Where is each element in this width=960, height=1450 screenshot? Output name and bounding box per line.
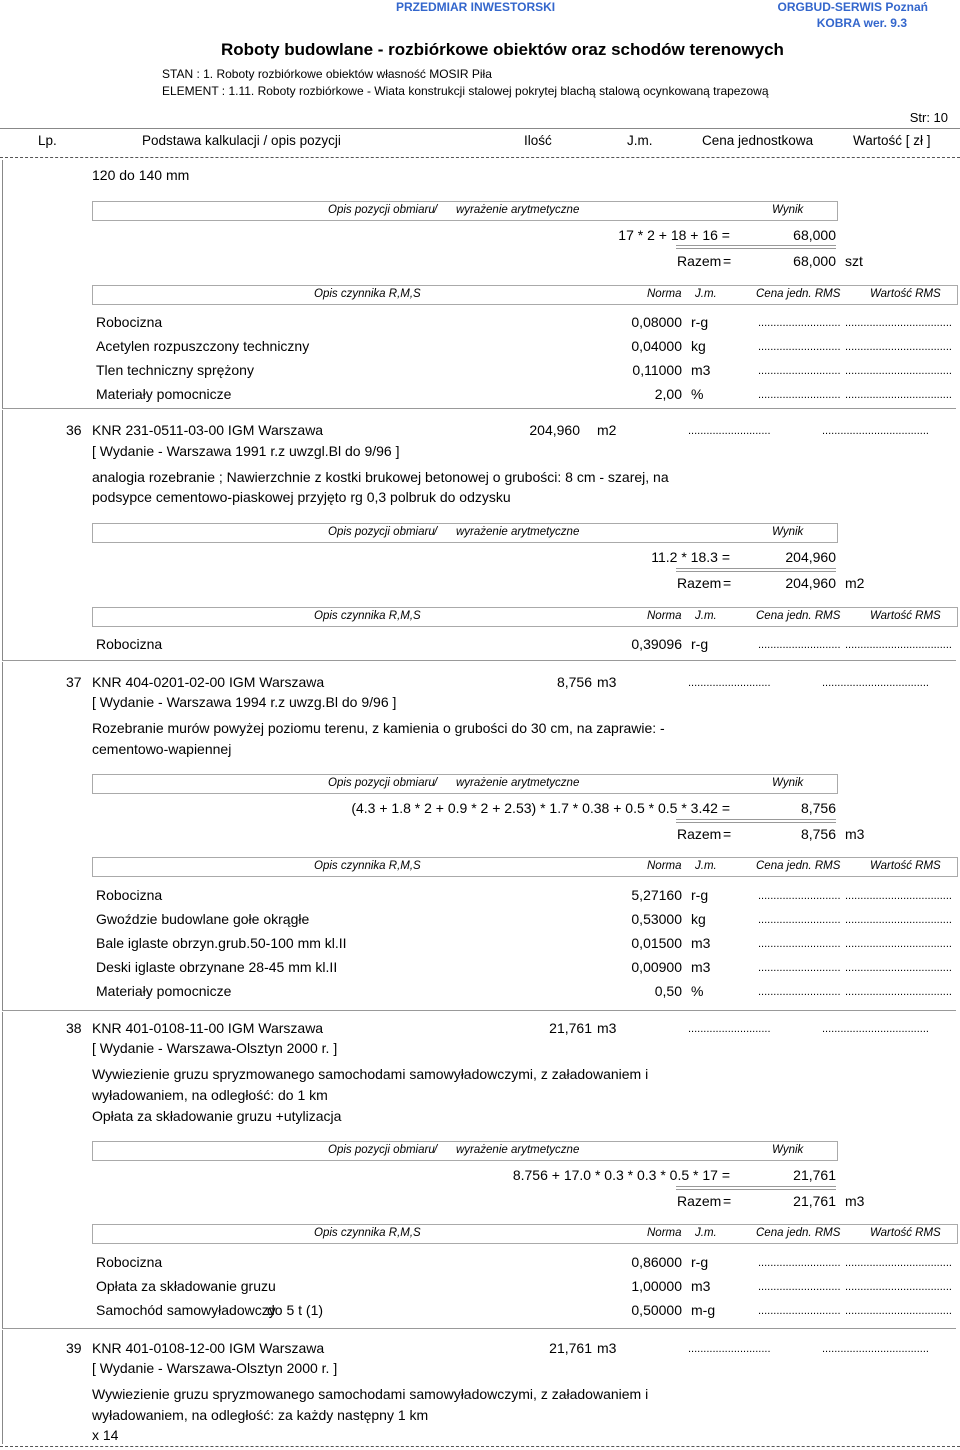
factor-cena-dots: ........................... bbox=[758, 1305, 841, 1317]
factor-cena-dots: ........................... bbox=[758, 938, 841, 950]
item-lp: 38 bbox=[66, 1020, 82, 1036]
razem-eq: = bbox=[723, 253, 732, 269]
item-wartosc-dots: ................................... bbox=[822, 425, 929, 437]
factor-jm: m3 bbox=[691, 959, 711, 975]
measure-wynik-label: Wynik bbox=[772, 526, 804, 538]
page-number: Str: 10 bbox=[909, 110, 948, 125]
header-right-tag: ORGBUD-SERWIS Poznań bbox=[777, 0, 928, 14]
item-unit: m2 bbox=[597, 422, 617, 438]
factor-norma: 0,86000 bbox=[631, 1254, 682, 1270]
header-left-tag: PRZEDMIAR INWESTORSKI bbox=[396, 0, 556, 14]
factor-norma-label: Norma bbox=[647, 1227, 682, 1239]
factor-cena-label: Cena jedn. RMS bbox=[756, 860, 841, 872]
item-cena-dots: ........................... bbox=[688, 677, 771, 689]
razem-label: Razem bbox=[677, 253, 722, 269]
item-qty: 8,756 bbox=[556, 674, 592, 690]
factor-norma-label: Norma bbox=[647, 860, 682, 872]
factor-cena-dots: ........................... bbox=[758, 890, 841, 902]
factor-wartosc-dots: ................................... bbox=[845, 890, 952, 902]
factor-norma: 0,50000 bbox=[631, 1302, 682, 1318]
factor-jm: r-g bbox=[691, 887, 709, 903]
factor-jm: kg bbox=[691, 338, 706, 354]
factor-wartosc-dots: ................................... bbox=[845, 317, 952, 329]
factor-name: Materiały pomocnicze bbox=[96, 983, 232, 999]
factor-name: Robocizna bbox=[96, 887, 163, 903]
factor-wartosc-dots: ................................... bbox=[845, 986, 952, 998]
item-desc-line: Rozebranie murów powyżej poziomu terenu, z kamienia o grubości do 30 cm, na zaprawie: - bbox=[92, 720, 665, 736]
razem-rule bbox=[676, 568, 836, 569]
razem-eq: = bbox=[723, 1193, 732, 1209]
item-wartosc-dots: ................................... bbox=[822, 1343, 929, 1355]
razem-label: Razem bbox=[677, 575, 722, 591]
measure-slash: / bbox=[434, 777, 438, 789]
item-unit: m3 bbox=[597, 674, 617, 690]
factor-norma: 0,08000 bbox=[631, 314, 682, 330]
item-edition: [ Wydanie - Warszawa-Olsztyn 2000 r. ] bbox=[92, 1040, 338, 1056]
header-dashed-rule bbox=[0, 157, 960, 158]
factor-opis-label: Opis czynnika R,M,S bbox=[314, 860, 421, 872]
factor-name: Deski iglaste obrzynane 28-45 mm kl.II bbox=[96, 959, 338, 975]
razem-unit: m3 bbox=[845, 1193, 865, 1209]
item-unit: m3 bbox=[597, 1020, 617, 1036]
factor-jm-label: J.m. bbox=[695, 1227, 717, 1239]
factor-norma: 5,27160 bbox=[631, 887, 682, 903]
razem-value: 8,756 bbox=[800, 826, 836, 842]
factor-wartosc-label: Wartość RMS bbox=[870, 610, 941, 622]
item-separator bbox=[2, 660, 956, 661]
factor-name: Opłata za składowanie gruzu bbox=[96, 1278, 276, 1294]
header-version: KOBRA wer. 9.3 bbox=[816, 16, 907, 30]
factor-cena-dots: ........................... bbox=[758, 389, 841, 401]
factor-jm: kg bbox=[691, 911, 706, 927]
item-desc-line: podsypce cementowo-piaskowej przyjęto rg 0,3 polbruk do odzysku bbox=[92, 489, 511, 505]
factor-jm: m3 bbox=[691, 1278, 711, 1294]
factor-cena-dots: ........................... bbox=[758, 365, 841, 377]
factor-jm: m3 bbox=[691, 935, 711, 951]
footer-dashed-rule bbox=[0, 1446, 960, 1447]
measure-opis-label: Opis pozycji obmiaru bbox=[328, 526, 435, 538]
item-qty: 21,761 bbox=[549, 1340, 592, 1356]
factor-wartosc-dots: ................................... bbox=[845, 365, 952, 377]
factor-jm-label: J.m. bbox=[695, 610, 717, 622]
measure-wyrazenie-label: wyrażenie arytmetyczne bbox=[456, 204, 580, 216]
factor-wartosc-dots: ................................... bbox=[845, 341, 952, 353]
measure-wyrazenie-label: wyrażenie arytmetyczne bbox=[456, 1144, 580, 1156]
header-top-rule bbox=[0, 128, 960, 129]
item-code: KNR 401-0108-11-00 IGM Warszawa bbox=[92, 1020, 324, 1036]
factor-cena-dots: ........................... bbox=[758, 914, 841, 926]
factor-wartosc-dots: ................................... bbox=[845, 962, 952, 974]
item-desc-line: wyładowaniem, na odległość: za każdy następny 1 km bbox=[92, 1407, 429, 1423]
factor-jm: m-g bbox=[691, 1302, 716, 1318]
measure-opis-label: Opis pozycji obmiaru bbox=[328, 204, 435, 216]
razem-rule bbox=[676, 1186, 836, 1187]
factor-wartosc-label: Wartość RMS bbox=[870, 860, 941, 872]
item-wartosc-dots: ................................... bbox=[822, 677, 929, 689]
razem-unit: m2 bbox=[845, 575, 865, 591]
factor-norma: 0,11000 bbox=[632, 362, 682, 378]
item-separator bbox=[2, 1010, 956, 1011]
factor-norma: 0,50 bbox=[654, 983, 682, 999]
item-desc-line: cementowo-wapiennej bbox=[92, 741, 232, 757]
col-lp: Lp. bbox=[38, 133, 57, 148]
factor-name: Samochód samowyładowczy bbox=[96, 1302, 276, 1318]
factor-jm: r-g bbox=[691, 314, 709, 330]
factor-jm: r-g bbox=[691, 1254, 709, 1270]
factor-jm-label: J.m. bbox=[695, 860, 717, 872]
razem-rule-2 bbox=[676, 248, 836, 249]
left-margin-bar bbox=[2, 1012, 3, 1328]
measure-slash: / bbox=[434, 526, 438, 538]
left-margin-bar bbox=[2, 160, 3, 408]
razem-value: 68,000 bbox=[793, 253, 836, 269]
razem-rule-2 bbox=[676, 1189, 836, 1190]
factor-name: Robocizna bbox=[96, 314, 163, 330]
factor-jm: m3 bbox=[691, 362, 711, 378]
item-code: KNR 401-0108-12-00 IGM Warszawa bbox=[92, 1340, 325, 1356]
razem-unit: szt bbox=[845, 253, 863, 269]
item-qty: 204,960 bbox=[529, 422, 580, 438]
factor-opis-label: Opis czynnika R,M,S bbox=[314, 610, 421, 622]
razem-rule-2 bbox=[676, 822, 836, 823]
factor-name: Acetylen rozpuszczony techniczny bbox=[96, 338, 310, 354]
factor-cena-label: Cena jedn. RMS bbox=[756, 288, 841, 300]
item-code: KNR 231-0511-03-00 IGM Warszawa bbox=[92, 422, 324, 438]
factor-name: Robocizna bbox=[96, 1254, 163, 1270]
item-edition: [ Wydanie - Warszawa-Olsztyn 2000 r. ] bbox=[92, 1360, 338, 1376]
measure-wynik-label: Wynik bbox=[772, 1144, 804, 1156]
col-ilosc: Ilość bbox=[524, 133, 552, 148]
factor-cena-dots: ........................... bbox=[758, 341, 841, 353]
item-desc-line: Wywiezienie gruzu spryzmowanego samochodami samowyładowczymi, z załadowaniem i bbox=[92, 1066, 649, 1082]
factor-wartosc-dots: ................................... bbox=[845, 914, 952, 926]
measure-result: 204,960 bbox=[785, 549, 836, 565]
factor-jm: r-g bbox=[691, 636, 709, 652]
measure-expression: 8.756 + 17.0 * 0.3 * 0.3 * 0.5 * 17 = bbox=[512, 1167, 730, 1183]
factor-cena-dots: ........................... bbox=[758, 986, 841, 998]
item-cena-dots: ........................... bbox=[688, 1343, 771, 1355]
factor-norma: 0,01500 bbox=[631, 935, 682, 951]
factor-wartosc-dots: ................................... bbox=[845, 1305, 952, 1317]
factor-wartosc-label: Wartość RMS bbox=[870, 1227, 941, 1239]
measure-wyrazenie-label: wyrażenie arytmetyczne bbox=[456, 777, 580, 789]
factor-norma: 1,00000 bbox=[631, 1278, 682, 1294]
factor-norma: 2,00 bbox=[654, 386, 682, 402]
col-podstawa: Podstawa kalkulacji / opis pozycji bbox=[142, 133, 341, 148]
factor-cena-dots: ........................... bbox=[758, 639, 841, 651]
item-desc-line: analogia rozebranie ; Nawierzchnie z kostki brukowej betonowej o grubości: 8 cm - szarej, na bbox=[92, 469, 669, 485]
measure-slash: / bbox=[434, 1144, 438, 1156]
measure-opis-label: Opis pozycji obmiaru bbox=[328, 1144, 435, 1156]
factor-jm: % bbox=[691, 386, 704, 402]
factor-jm-label: J.m. bbox=[695, 288, 717, 300]
factor-name: Robocizna bbox=[96, 636, 163, 652]
item-code: KNR 404-0201-02-00 IGM Warszawa bbox=[92, 674, 325, 690]
factor-cena-label: Cena jedn. RMS bbox=[756, 610, 841, 622]
factor-wartosc-dots: ................................... bbox=[845, 938, 952, 950]
factor-cena-dots: ........................... bbox=[758, 962, 841, 974]
item-lp: 37 bbox=[66, 674, 82, 690]
razem-rule bbox=[676, 245, 836, 246]
razem-label: Razem bbox=[677, 1193, 722, 1209]
measure-opis-label: Opis pozycji obmiaru bbox=[328, 777, 435, 789]
factor-norma-label: Norma bbox=[647, 610, 682, 622]
item-edition: [ Wydanie - Warszawa 1991 r.z uwzgl.Bl do 9/96 ] bbox=[92, 443, 400, 459]
col-jm: J.m. bbox=[627, 133, 653, 148]
factor-wartosc-dots: ................................... bbox=[845, 389, 952, 401]
item-desc-line: Wywiezienie gruzu spryzmowanego samochodami samowyładowczymi, z załadowaniem i bbox=[92, 1386, 649, 1402]
item-cena-dots: ........................... bbox=[688, 1023, 771, 1035]
measure-wyrazenie-label: wyrażenie arytmetyczne bbox=[456, 526, 580, 538]
factor-jm: % bbox=[691, 983, 704, 999]
item-desc-line: Opłata za składowanie gruzu +utylizacja bbox=[92, 1108, 342, 1124]
factor-cena-dots: ........................... bbox=[758, 1281, 841, 1293]
factor-cena-label: Cena jedn. RMS bbox=[756, 1227, 841, 1239]
razem-rule bbox=[676, 819, 836, 820]
item-qty: 21,761 bbox=[549, 1020, 592, 1036]
item-cena-dots: ........................... bbox=[688, 425, 771, 437]
razem-eq: = bbox=[723, 826, 732, 842]
factor-wartosc-dots: ................................... bbox=[845, 1257, 952, 1269]
item-edition: [ Wydanie - Warszawa 1994 r.z uwzg.Bl do 9/96 ] bbox=[92, 694, 397, 710]
left-margin-bar bbox=[2, 1330, 3, 1444]
item-desc-line: x 14 bbox=[92, 1427, 119, 1443]
factor-wartosc-dots: ................................... bbox=[845, 1281, 952, 1293]
razem-value: 21,761 bbox=[793, 1193, 836, 1209]
left-margin-bar bbox=[2, 662, 3, 1010]
factor-opis-label: Opis czynnika R,M,S bbox=[314, 1227, 421, 1239]
measure-expression: 17 * 2 + 18 + 16 = bbox=[618, 227, 730, 243]
measure-expression: (4.3 + 1.8 * 2 + 0.9 * 2 + 2.53) * 1.7 * 0.38 + 0.5 * 0.5 * 3.42 = bbox=[351, 800, 730, 816]
measure-result: 68,000 bbox=[793, 227, 836, 243]
measure-wynik-label: Wynik bbox=[772, 777, 804, 789]
page-title: Roboty budowlane - rozbiórkowe obiektów oraz schodów terenowych bbox=[221, 40, 784, 59]
factor-name: Bale iglaste obrzyn.grub.50-100 mm kl.II bbox=[96, 935, 347, 951]
razem-unit: m3 bbox=[845, 826, 865, 842]
razem-eq: = bbox=[723, 575, 732, 591]
factor-name: Materiały pomocnicze bbox=[96, 386, 232, 402]
factor-name: Tlen techniczny sprężony bbox=[96, 362, 254, 378]
factor-norma-label: Norma bbox=[647, 288, 682, 300]
item-separator bbox=[2, 408, 956, 409]
measure-slash: / bbox=[434, 204, 438, 216]
factor-wartosc-dots: ................................... bbox=[845, 639, 952, 651]
item-desc-line: wyładowaniem, na odległość: do 1 km bbox=[92, 1087, 328, 1103]
item-lp: 36 bbox=[66, 422, 82, 438]
element-line: ELEMENT : 1.11. Roboty rozbiórkowe - Wiata konstrukcji stalowej pokrytej blachą stalową ocynkowaną trapezową bbox=[162, 84, 769, 98]
factor-opis-label: Opis czynnika R,M,S bbox=[314, 288, 421, 300]
measure-wynik-label: Wynik bbox=[772, 204, 804, 216]
factor-cena-dots: ........................... bbox=[758, 317, 841, 329]
left-margin-bar bbox=[2, 410, 3, 660]
col-cena: Cena jednostkowa bbox=[702, 133, 814, 148]
item-separator bbox=[2, 1328, 956, 1329]
factor-name: Gwoździe budowlane gołe okrągłe bbox=[96, 911, 310, 927]
razem-value: 204,960 bbox=[785, 575, 836, 591]
item-wartosc-dots: ................................... bbox=[822, 1023, 929, 1035]
factor-wartosc-label: Wartość RMS bbox=[870, 288, 941, 300]
factor-norma: 0,00900 bbox=[631, 959, 682, 975]
factor-extra: do 5 t (1) bbox=[267, 1302, 324, 1318]
prev-continuation: 120 do 140 mm bbox=[92, 167, 190, 183]
razem-label: Razem bbox=[677, 826, 722, 842]
measure-result: 8,756 bbox=[800, 800, 836, 816]
razem-rule-2 bbox=[676, 571, 836, 572]
factor-norma: 0,53000 bbox=[631, 911, 682, 927]
item-unit: m3 bbox=[597, 1340, 617, 1356]
measure-result: 21,761 bbox=[793, 1167, 836, 1183]
measure-expression: 11.2 * 18.3 = bbox=[651, 549, 730, 565]
stan-line: STAN : 1. Roboty rozbiórkowe obiektów własność MOSIR Piła bbox=[162, 67, 492, 81]
col-wartosc: Wartość [ zł ] bbox=[853, 133, 931, 148]
factor-cena-dots: ........................... bbox=[758, 1257, 841, 1269]
factor-norma: 0,39096 bbox=[631, 636, 682, 652]
item-lp: 39 bbox=[66, 1340, 82, 1356]
factor-norma: 0,04000 bbox=[631, 338, 682, 354]
